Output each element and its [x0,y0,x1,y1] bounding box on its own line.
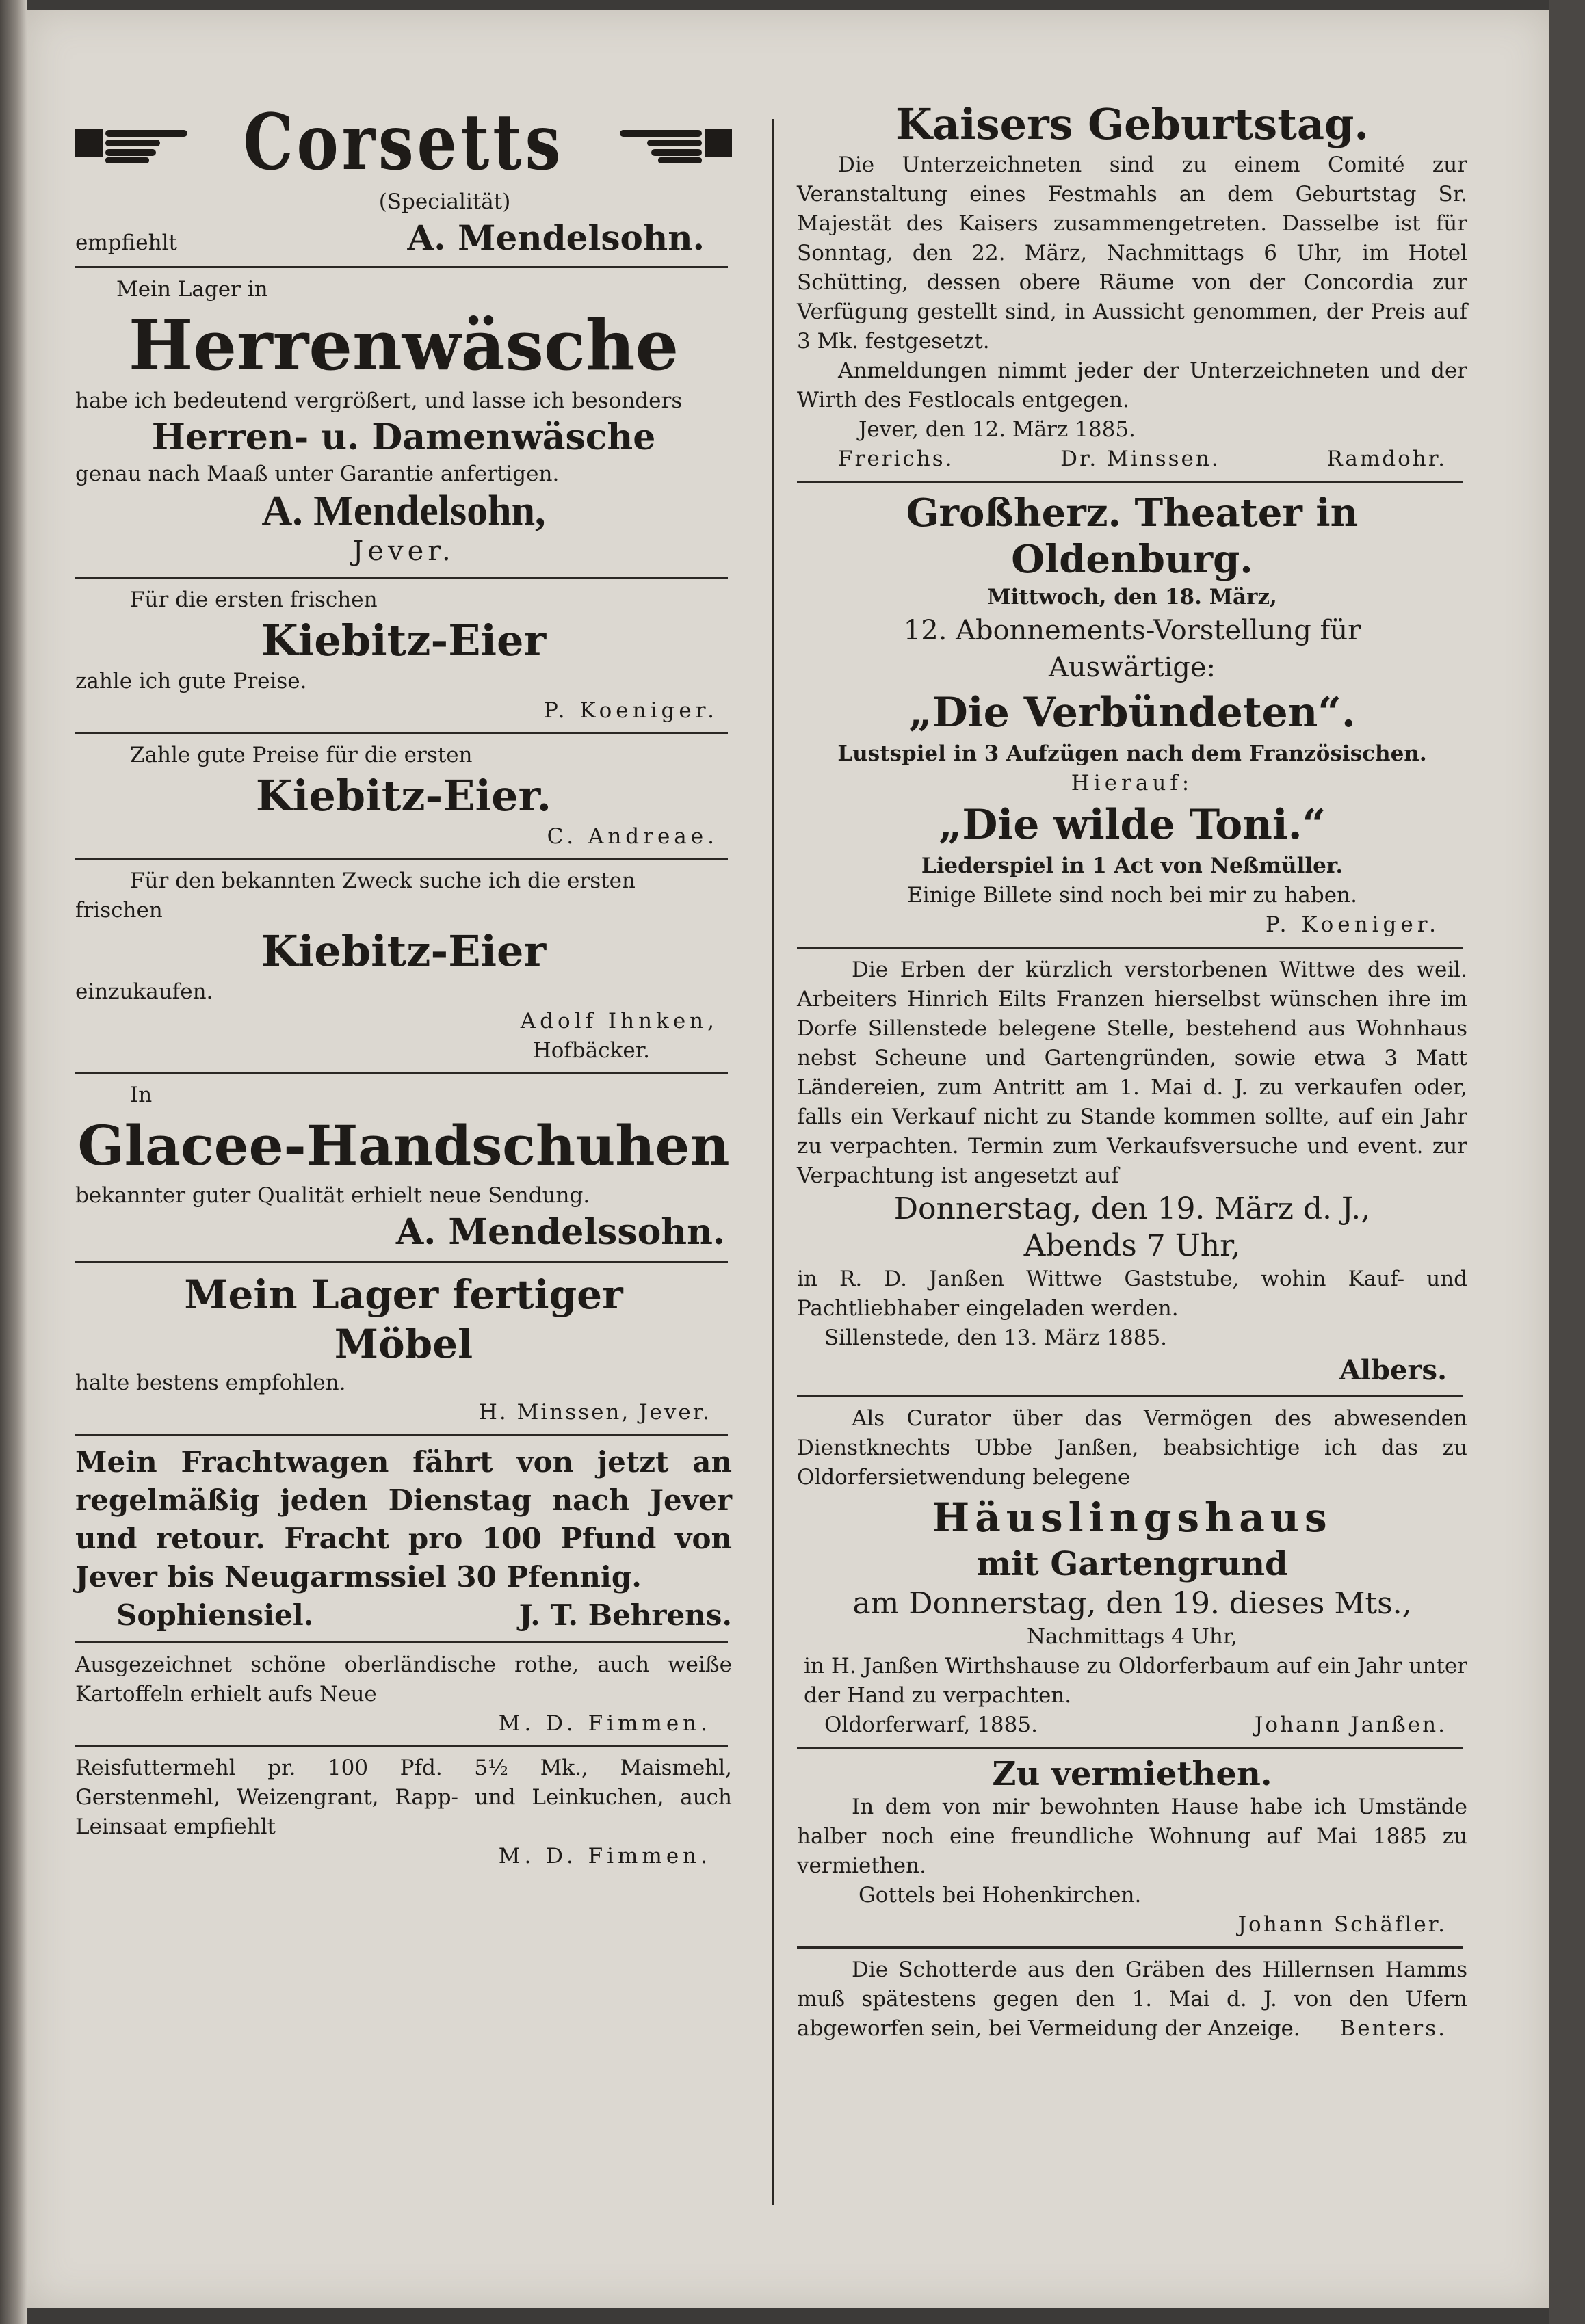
haeusling-title2: mit Gartengrund [976,1545,1288,1583]
ad-kaisers-geburtstag [797,98,1467,474]
kiebitz2-signature: C. Andreae. [547,824,718,849]
ad-frachtwagen [75,1443,732,1635]
glacee-title: Glacee-Handschuhen [77,1113,730,1178]
kiebitz1-text: zahle ich gute Preise. [75,669,307,694]
moebel-title1: Mein Lager fertiger [184,1271,623,1318]
divider [797,481,1463,483]
divider [75,1072,728,1074]
corsets-merchant: A. Mendelsohn. [407,217,705,258]
haeusling-signature: Johann Janßen. [1254,1713,1447,1737]
pointing-hand-right-icon [75,119,192,167]
ad-moebel [75,1270,732,1427]
kiebitz2-title: Kiebitz-Eier. [255,771,552,821]
ad-kartoffeln [75,1650,732,1739]
herren-subtitle: Herren- u. Damenwäsche [151,417,656,458]
fracht-text: Mein Frachtwagen fährt von jetzt an regelmäßig jeden Dienstag nach Jever und retour. Fracht pro 100 Pfund von Jever bis Neugarmssiel 30 Pfennig. [75,1445,732,1594]
kiebitz3-intro: Für den bekannten Zweck suche ich die ersten [130,869,636,893]
divider [75,732,728,734]
verkauf-text: Die Erben der kürzlich verstorbenen Wittwe des weil. Arbeiters Hinrich Eilts Franzen hierselbst wünschen ihre im Dorfe Sillenstede belegene Stelle, bestehend aus Wohnhaus nebst Scheune und Gartengründen, sowie etwa 3 Matt Ländereien, zum Antritt am 1. Mai d. J. zu verkaufen oder, falls ein Verkauf nicht zu Stande kommen sollte, auf ein Jahr zu verpachten. Termin zum Verkaufsversuche und event. zur Verpachtung ist angesetzt auf [797,958,1467,1188]
ad-kiebitz-andreae [75,741,732,851]
corsets-specialty: (Specialität) [378,189,511,214]
ad-theater [797,490,1467,940]
futter-signature: M. D. Fimmen. [498,1844,711,1869]
verkauf-dateline: Sillenstede, den 13. März 1885. [824,1325,1168,1350]
ad-haeuslingshaus [797,1404,1467,1740]
ad-schotterde [797,1955,1467,2044]
ad-futtermehl [75,1754,732,1871]
ad-zu-vermiethen [797,1756,1467,1940]
pointing-hand-left-icon [616,119,732,167]
theater-play2-sub: Liederspiel in 1 Act von Neßmüller. [921,854,1344,878]
ad-kiebitz-ihnken [75,867,732,1066]
haeusling-date: am Donnerstag, den 19. dieses Mts., [852,1586,1412,1621]
theater-signature: P. Koeniger. [1266,912,1440,937]
theater-play1-sub: Lustspiel in 3 Aufzügen nach dem Französischen. [837,741,1427,766]
divider [75,1261,728,1263]
verkauf-signature: Albers. [1339,1354,1447,1386]
theater-hierauf: Hierauf: [1071,771,1194,795]
kiebitz3-signature-title: Hofbäcker. [532,1038,650,1063]
herren-text1: habe ich bedeutend vergrößert, und lasse ich besonders [75,388,683,413]
moebel-title2: Möbel [334,1321,473,1367]
theater-date: Mittwoch, den 18. März, [987,585,1277,609]
kiebitz3-intro2: frischen [75,898,163,923]
herren-merchant: A. Mendelsohn, [261,488,546,534]
theater-line1: 12. Abonnements-Vorstellung für [903,615,1361,646]
fracht-place: Sophiensiel. [116,1598,314,1632]
kaiser-text1: Die Unterzeichneten sind zu einem Comité zur Veranstaltung eines Festmahls an dem Geburtstag Sr. Majestät des Kaisers zusammengetreten. Dasselbe ist für Sonntag, den 22. März, Nachmittags 6 Uhr, im Hotel Schütting, dessen obere Räume von der Concordia zur Verfügung gestellt sind, in Aussicht genommen, der Preis auf 3 Mk. festgesetzt. [797,153,1467,354]
divider [797,1946,1463,1949]
herren-title: Herrenwäsche [128,305,679,386]
glacee-merchant: A. Mendelssohn. [395,1211,725,1253]
fracht-signature: J. T. Behrens. [519,1598,732,1632]
ad-corsets [75,98,732,259]
divider [75,577,728,579]
vermiethen-place: Gottels bei Hohenkirchen. [859,1883,1142,1907]
herren-place: Jever. [352,536,455,567]
schotter-signature: Benters. [1339,2016,1447,2041]
haeusling-dateline: Oldorferwarf, 1885. [824,1713,1038,1737]
herren-text2: genau nach Maaß unter Garantie anfertigen. [75,462,560,486]
verkauf-date: Donnerstag, den 19. März d. J., [893,1191,1371,1226]
scan-background [1549,0,1585,2324]
glacee-intro: In [130,1083,153,1107]
divider [797,1395,1463,1397]
kiebitz1-title: Kiebitz-Eier [261,616,547,665]
haeusling-time: Nachmittags 4 Uhr, [1026,1624,1238,1649]
right-column [797,98,1467,2044]
kiebitz1-intro: Für die ersten frischen [130,587,378,612]
column-divider [772,119,774,2205]
futter-text: Reisfuttermehl pr. 100 Pfd. 5½ Mk., Maismehl, Gerstenmehl, Weizengrant, Rapp- und Leinkuchen, auch Leinsaat empfiehlt [75,1756,732,1839]
verkauf-place: in R. D. Janßen Wittwe Gaststube, wohin Kauf- und Pachtliebhaber eingeladen werden. [797,1267,1467,1321]
ad-herrenwaesche [75,275,732,570]
theater-tickets: Einige Billete sind noch bei mir zu haben. [907,883,1357,908]
kiebitz3-title: Kiebitz-Eier [261,926,547,976]
vermiethen-title: Zu vermiethen. [992,1755,1272,1793]
divider [75,1641,728,1643]
kiebitz3-text: einzukaufen. [75,979,213,1004]
corsets-title: Corsetts [243,98,564,187]
divider [797,947,1463,949]
haeusling-title: Häuslingshaus [932,1494,1333,1541]
schotter-text: Die Schotterde aus den Gräben des Hillernsen Hamms muß spätestens gegen den 1. Mai d. J. von den Ufern abgeworfen sein, bei Vermeidung der Anzeige. [797,1957,1467,2041]
kaiser-date: Jever, den 12. März 1885. [859,417,1136,442]
haeusling-text: Als Curator über das Vermögen des abwesenden Dienstknechts Ubbe Janßen, beabsichtige ich das zu Oldorfersietwendung belegene [797,1406,1467,1490]
moebel-text: halte bestens empfohlen. [75,1371,346,1395]
kaiser-text2: Anmeldungen nimmt jeder der Unterzeichneten und der Wirth des Festlocals entgegen. [797,358,1467,412]
divider [75,266,728,268]
left-column [75,98,732,1871]
kiebitz3-signature: Adolf Ihnken, [520,1009,718,1033]
kaiser-signature-2: Dr. Minssen. [1060,447,1220,471]
herren-intro: Mein Lager in [116,277,268,302]
newspaper-page [27,10,1549,2308]
kaiser-title: Kaisers Geburtstag. [895,99,1369,149]
divider [797,1747,1463,1749]
book-gutter [0,0,27,2324]
ad-glacee [75,1081,732,1254]
kiebitz2-intro: Zahle gute Preise für die ersten [130,743,473,767]
divider [75,1745,728,1747]
kaiser-signature-3: Ramdohr. [1326,447,1447,471]
ad-kiebitz-koeniger [75,585,732,726]
kaiser-signature-1: Frerichs. [838,447,954,471]
glacee-text: bekannter guter Qualität erhielt neue Sendung. [75,1183,590,1208]
ad-verkauf-franzen [797,955,1467,1388]
kartoffeln-signature: M. D. Fimmen. [498,1711,711,1736]
haeusling-place: in H. Janßen Wirthshause zu Oldorferbaum auf ein Jahr unter der Hand zu verpachten. [804,1654,1467,1708]
corsets-recommends: empfiehlt [75,230,177,255]
divider [75,858,728,860]
moebel-signature: H. Minssen, Jever. [478,1400,711,1425]
theater-title: Großherz. Theater in Oldenburg. [906,490,1359,582]
vermiethen-text: In dem von mir bewohnten Hause habe ich Umstände halber noch eine freundliche Wohnung auf Mai 1885 zu vermiethen. [797,1795,1467,1878]
theater-line2: Auswärtige: [1048,652,1216,683]
divider [75,1434,728,1436]
theater-play1: „Die Verbündeten“. [908,689,1356,737]
kiebitz1-signature: P. Koeniger. [544,698,718,723]
kartoffeln-text: Ausgezeichnet schöne oberländische rothe, auch weiße Kartoffeln erhielt aufs Neue [75,1652,732,1706]
vermiethen-signature: Johann Schäfler. [1237,1912,1447,1937]
theater-play2: „Die wilde Toni.“ [938,801,1326,849]
verkauf-time: Abends 7 Uhr, [1023,1228,1241,1263]
